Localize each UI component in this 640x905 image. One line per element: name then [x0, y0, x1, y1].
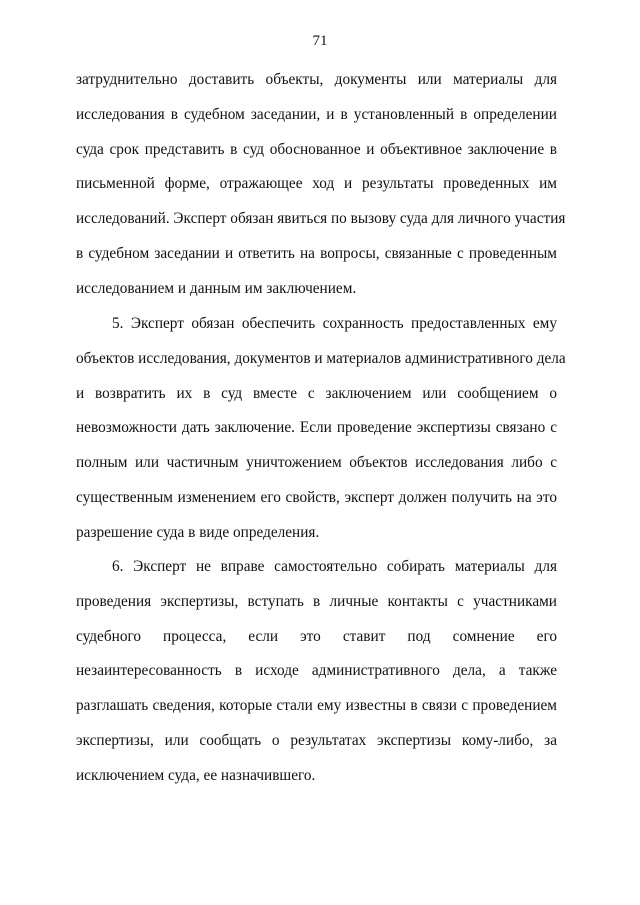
text-line: судебного процесса, если это ставит под сомнение его — [76, 627, 557, 645]
text-line: исследования в судебном заседании, и в установленный в определении — [76, 105, 557, 123]
text-line: существенным изменением его свойств, эксперт должен получить на это — [76, 488, 557, 506]
text-line: полным или частичным уничтожением объектов исследования либо с — [76, 454, 557, 472]
text-line: суда срок представить в суд обоснованное и объективное заключение в — [76, 140, 557, 158]
text-line: разглашать сведения, которые стали ему известны в связи с проведением — [76, 697, 557, 715]
text-line: исключением суда, ее назначившего. — [76, 766, 316, 784]
text-line: исследований. Эксперт обязан явиться по вызову суда для личного участия — [76, 210, 566, 228]
text-line: 5. Эксперт обязан обеспечить сохранность предоставленных ему — [112, 315, 557, 332]
text-line: и возвратить их в суд вместе с заключением или сообщением о — [76, 384, 557, 402]
paragraph-continuation — [76, 63, 566, 307]
text-line: незаинтересованность в исходе административного дела, а также — [76, 662, 557, 680]
text-line: проведения экспертизы, вступать в личные контакты с участниками — [76, 592, 557, 610]
text-line: невозможности дать заключение. Если проведение экспертизы связано с — [76, 419, 557, 437]
paragraph-item-5 — [76, 307, 566, 551]
paragraph-item-6 — [76, 550, 557, 794]
text-line: экспертизы, или сообщать о результатах экспертизы кому-либо, за — [76, 731, 557, 749]
text-line: объектов исследования, документов и материалов административного дела — [76, 349, 566, 367]
text-line: затруднительно доставить объекты, документы или материалы для — [76, 71, 557, 88]
page-number: 71 — [312, 33, 328, 49]
text-line: 6. Эксперт не вправе самостоятельно собирать материалы для — [112, 558, 557, 575]
text-line: письменной форме, отражающее ход и результаты проведенных им — [76, 175, 557, 193]
text-line: исследованием и данным им заключением. — [76, 279, 357, 297]
text-line: в судебном заседании и ответить на вопросы, связанные с проведенным — [76, 244, 557, 262]
text-line: разрешение суда в виде определения. — [76, 523, 320, 541]
